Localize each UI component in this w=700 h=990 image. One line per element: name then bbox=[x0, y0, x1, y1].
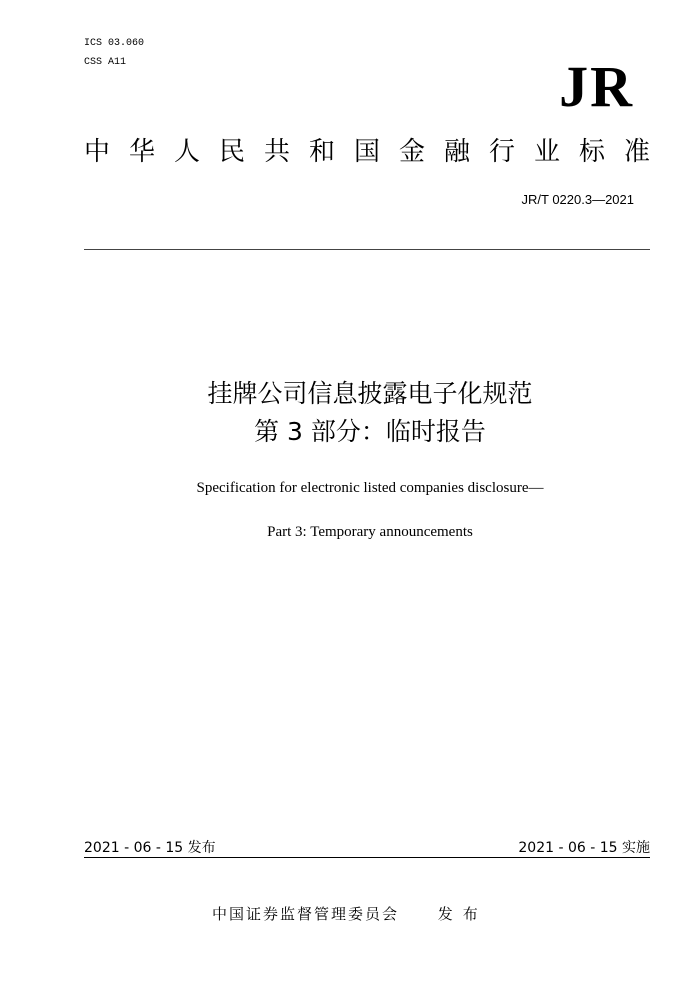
css-code: CSS A11 bbox=[84, 57, 127, 68]
issue-label: 发布 bbox=[437, 905, 488, 923]
english-title bbox=[84, 477, 656, 543]
footer-divider bbox=[84, 857, 650, 858]
chinese-title-line-1: 挂牌公司信息披露电子化规范 bbox=[207, 379, 533, 408]
jr-logo: JR bbox=[559, 54, 634, 119]
chinese-title-line-2: 第 3 部分：临时报告 bbox=[254, 417, 486, 446]
industry-standard-title: 中华人民共和国金融行业标准 bbox=[84, 137, 670, 167]
publisher-line bbox=[212, 903, 488, 925]
implementation-date: 2021 - 06 - 15 实施 bbox=[518, 840, 650, 856]
publishing-organization: 中国证券监督管理委员会 bbox=[212, 905, 400, 923]
issue-date: 2021 - 06 - 15 发布 bbox=[84, 840, 216, 856]
classification-codes bbox=[84, 34, 144, 72]
standard-number: JR/T 0220.3—2021 bbox=[521, 192, 634, 207]
ics-code: ICS 03.060 bbox=[84, 38, 145, 49]
english-title-line-1: Specification for electronic listed companies disclosure— bbox=[196, 480, 544, 496]
header-divider bbox=[84, 249, 650, 250]
english-title-line-2: Part 3: Temporary announcements bbox=[267, 524, 473, 540]
chinese-title bbox=[84, 375, 656, 451]
